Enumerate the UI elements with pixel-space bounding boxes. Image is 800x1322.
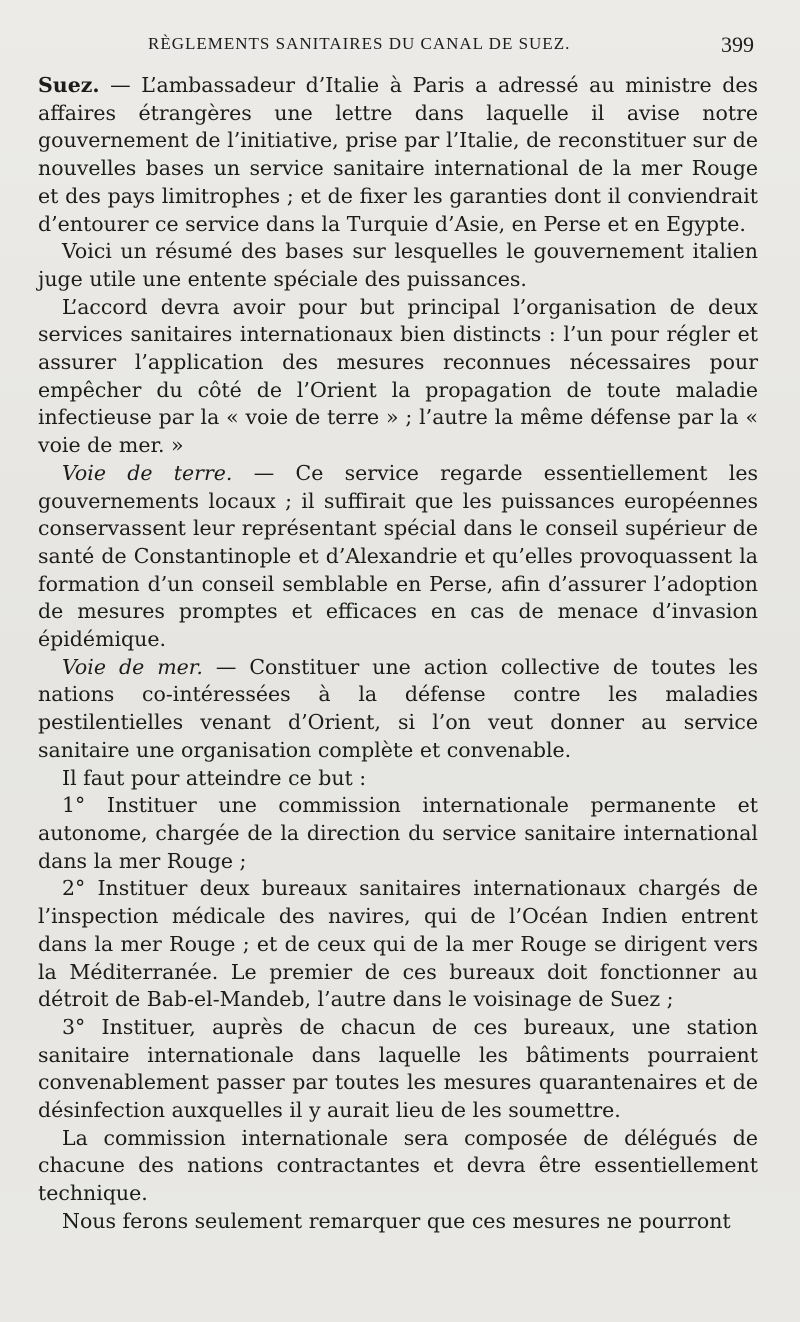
paragraph-text: Nous ferons seulement remarquer que ces mesures ne pourront xyxy=(62,1208,731,1233)
paragraph xyxy=(38,238,758,293)
paragraph xyxy=(38,1125,758,1208)
paragraph xyxy=(38,765,758,793)
paragraph-text: Voici un résumé des bases sur lesquelles le gouvernement italien juge utile une entente spéciale des puissances. xyxy=(38,239,758,291)
paragraph-voie-de-terre xyxy=(38,460,758,654)
paragraph xyxy=(38,294,758,460)
paragraph-text: 3° Instituer, auprès de chacun de ces bureaux, une station sanitaire internationale dans laquelle les bâtiments pourraient convenablement passer par toutes les mesures quarantenaires et de désinfection auxquelles il y aurait lieu de les soumettre. xyxy=(38,1014,758,1123)
page-header xyxy=(38,32,754,64)
paragraph-voie-de-mer xyxy=(38,654,758,765)
list-item xyxy=(38,792,758,875)
page-number: 399 xyxy=(721,32,754,57)
list-item xyxy=(38,1014,758,1125)
paragraph-text: 2° Instituer deux bureaux sanitaires internationaux chargés de l’inspection médicale des navires, qui de l’Océan Indien entrent dans la mer Rouge ; et de ceux qui de la mer Rouge se dirigent vers la Méditerranée. Le premier de ces bureaux doit fonctionner au détroit de Bab-el-Mandeb, l’autre dans le voisinage de Suez ; xyxy=(38,876,758,1012)
list-item xyxy=(38,875,758,1014)
paragraph-text: Il faut pour atteindre ce but : xyxy=(62,765,367,790)
paragraph-text: La commission internationale sera composée de délégués de chacune des nations contractantes et devra être essentiellement technique. xyxy=(38,1125,758,1206)
paragraph-text: 1° Instituer une commission internationale permanente et autonome, chargée de la direction du service sanitaire international dans la mer Rouge ; xyxy=(38,793,758,873)
running-head: RÈGLEMENTS SANITAIRES DU CANAL DE SUEZ. xyxy=(148,34,571,53)
paragraph xyxy=(38,1208,758,1236)
body-text xyxy=(38,72,758,1236)
paragraph-lead: Voie de mer. xyxy=(62,654,203,679)
paragraph-text: — L’ambassadeur d’Italie à Paris a adressé au ministre des affaires étrangères une lettre dans laquelle il avise notre gouvernement de l’initiative, prise par l’Italie, de reconstituer sur de nouvelles bases un service sanitaire international de la mer Rouge et des pays limitrophes ; et de fixer les garanties dont il conviendrait d’entourer ce service dans la Turquie d’Asie, en Perse et en Egypte. xyxy=(38,73,758,236)
paragraph-text: L’accord devra avoir pour but principal l’organisation de deux services sanitaires internationaux bien distincts : l’un pour régler et assurer l’application des mesures reconnues nécessaires pour empêcher du côté de l’Orient la propagation de toute maladie infectieuse par la « voie de terre » ; l’autre la même défense par la « voie de mer. » xyxy=(38,294,758,458)
paragraph-lead: Suez. xyxy=(38,73,100,97)
paragraph-suez xyxy=(38,72,758,238)
paragraph-text: — Constituer une action collective de toutes les nations co-intéressées à la défense contre les maladies pestilentielles venant d’Orient, si l’on veut donner au service sanitaire une organisation complète et convenable. xyxy=(38,654,759,762)
paragraph-lead: Voie de terre. xyxy=(62,460,233,485)
paragraph-text: — Ce service regarde essentiellement les gouvernements locaux ; il suffirait que les puissances européennes conservassent leur représentant spécial dans le conseil supérieur de santé de Constantinople et d’Alexandrie et qu’elles provoquassent la formation d’un conseil semblable en Perse, afin d’assurer l’adoption de mesures promptes et efficaces en cas de menace d’invasion épidémique. xyxy=(38,460,758,652)
